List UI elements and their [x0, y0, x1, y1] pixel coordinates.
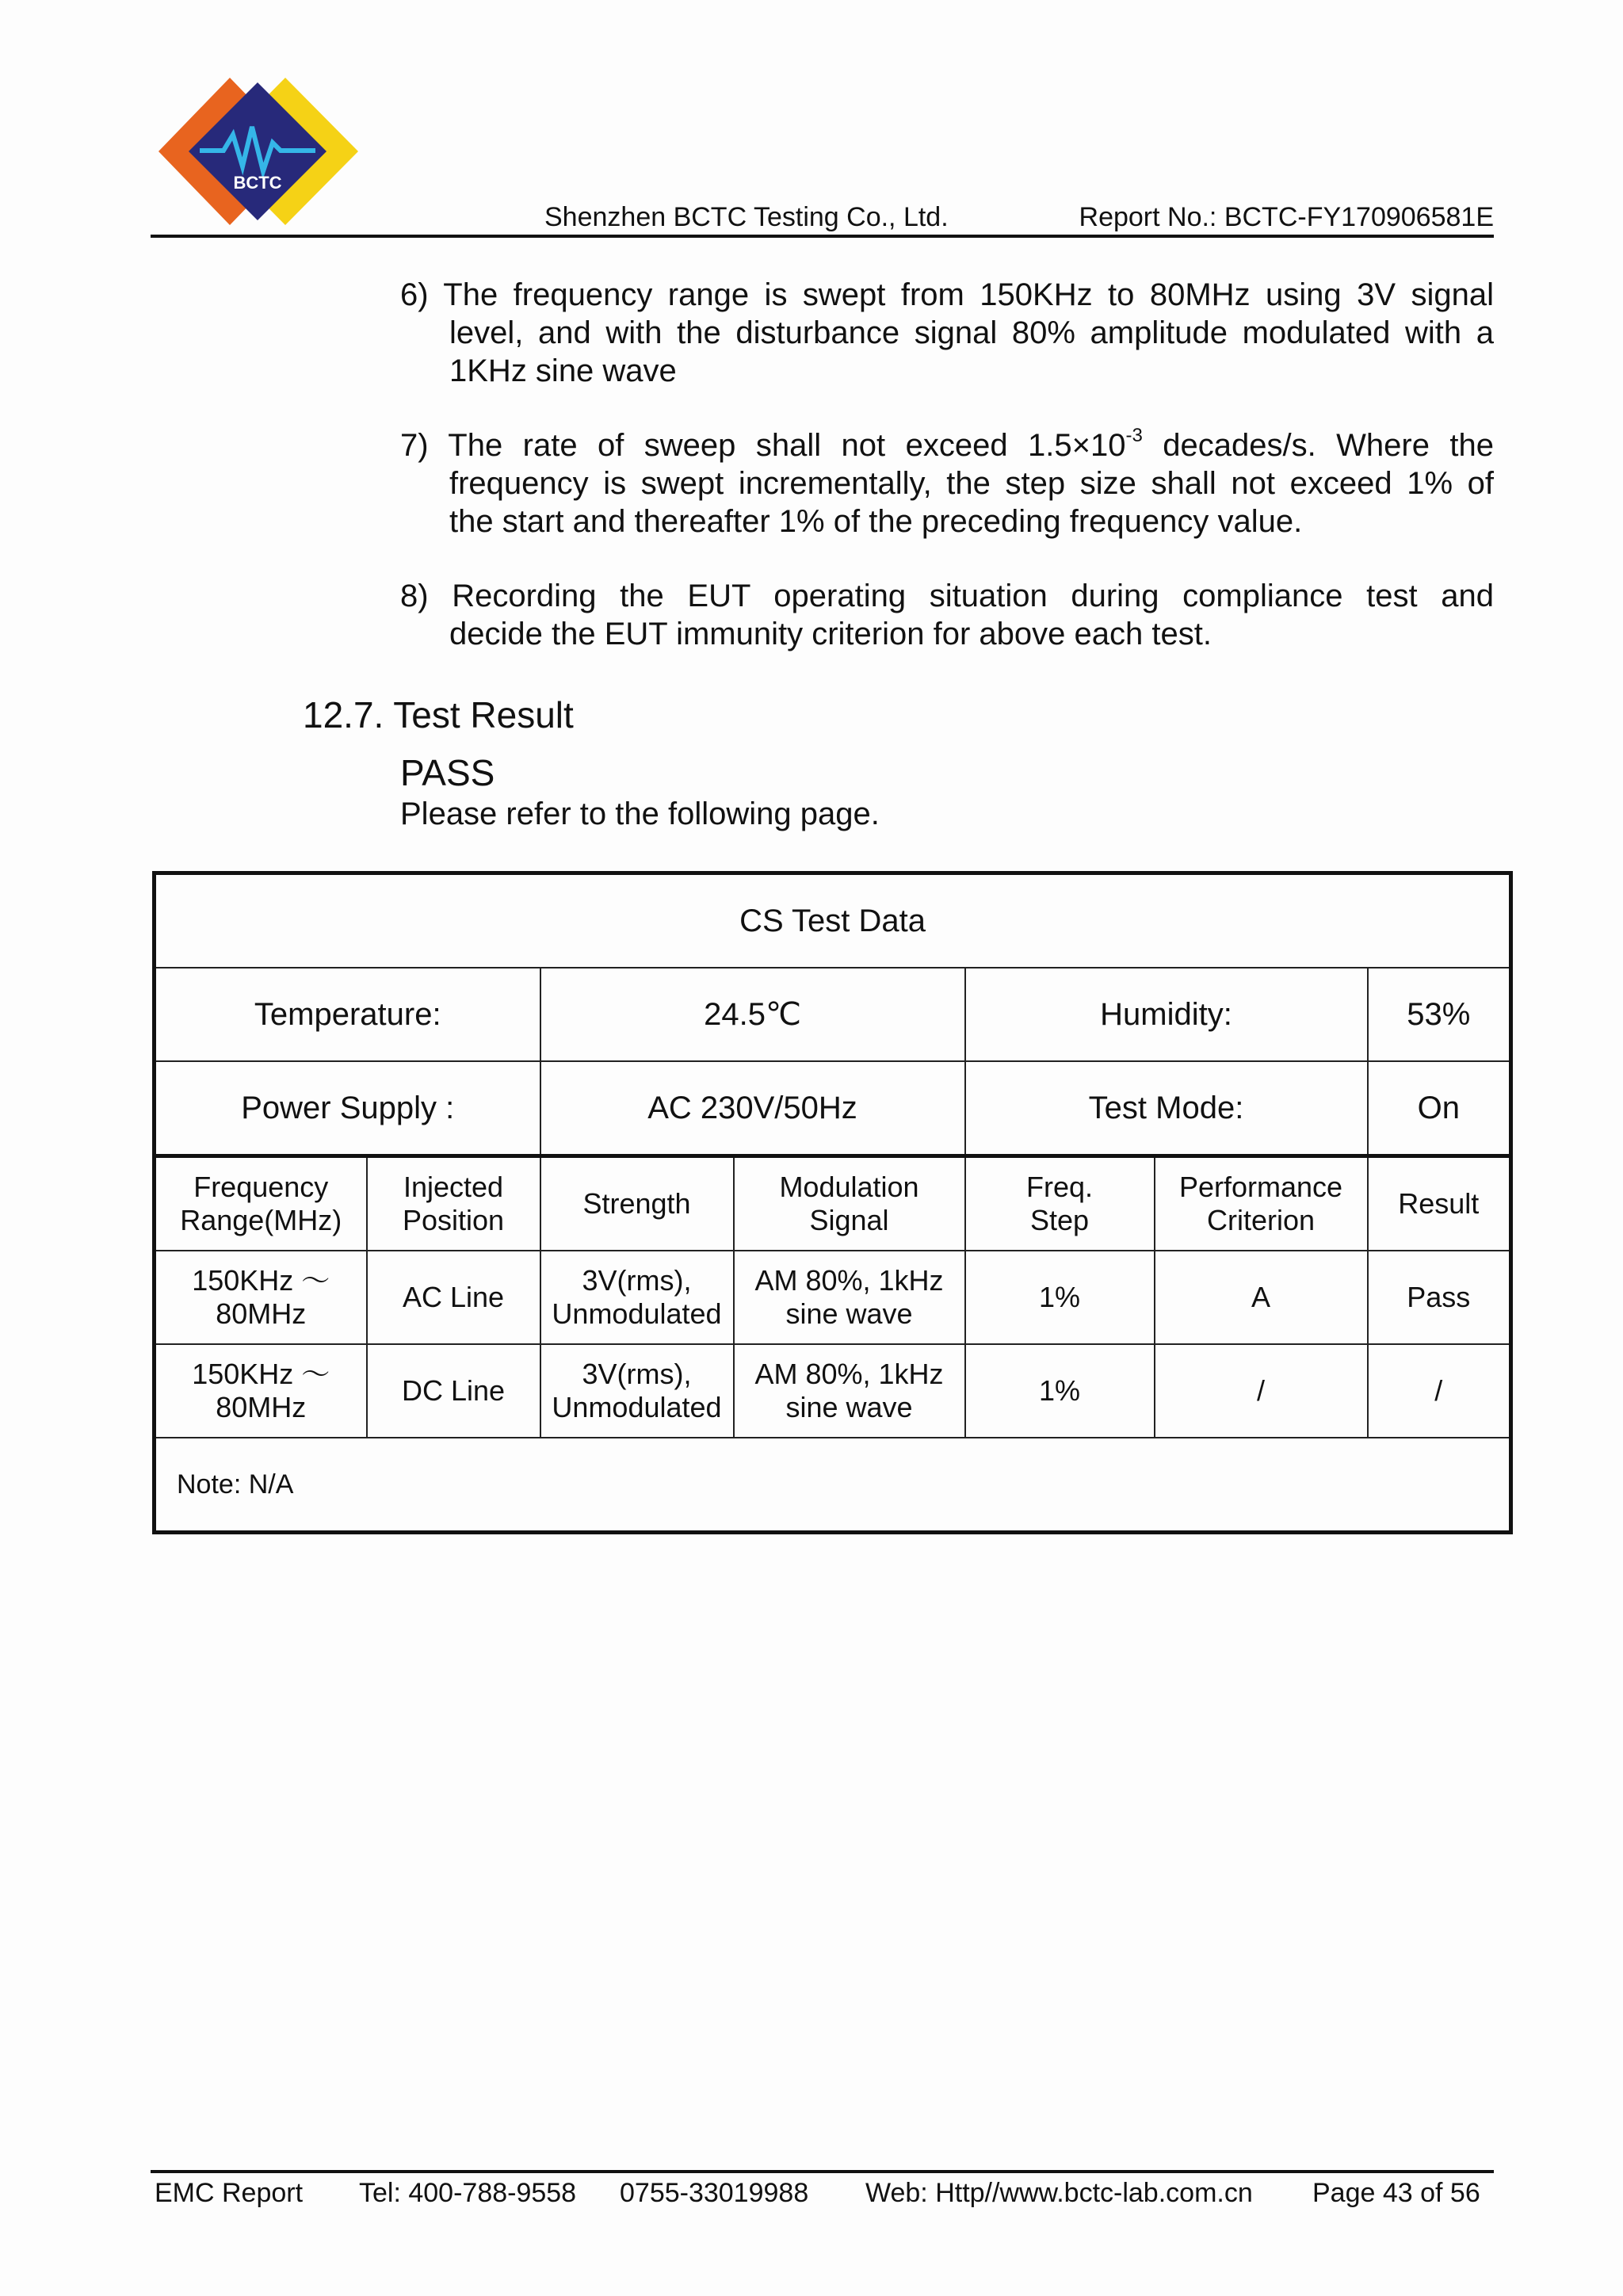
cs-test-data-table — [152, 871, 1513, 1534]
step-6 — [400, 276, 1494, 390]
cell-line: 80MHz — [216, 1391, 307, 1423]
step-7-line: the start and thereafter 1% of the preceding frequency value. — [449, 504, 1303, 539]
table-title-row — [155, 873, 1511, 968]
header-company: Shenzhen BCTC Testing Co., Ltd. — [544, 202, 949, 232]
cell-line: 150KHz ～ — [192, 1358, 330, 1390]
conditions-row — [155, 1061, 1511, 1156]
column-header-row — [155, 1156, 1511, 1251]
cell-line: sine wave — [785, 1297, 913, 1330]
step-cell: 1% — [965, 1344, 1155, 1438]
header-line: Strength — [582, 1187, 691, 1220]
column-header — [540, 1156, 734, 1251]
strength-cell — [540, 1344, 734, 1438]
humidity-label: Humidity: — [965, 968, 1368, 1061]
footer-tel: Tel: 400-788-9558 — [359, 2178, 577, 2208]
step-7-text: 7) The rate of sweep shall not exceed 1.5×10 — [400, 428, 1126, 463]
footer-divider — [151, 2170, 1494, 2173]
result-cell: Pass — [1368, 1251, 1511, 1344]
humidity-value: 53% — [1368, 968, 1511, 1061]
footer-page: Page 43 of 56 — [1312, 2178, 1480, 2208]
cell-line: Unmodulated — [552, 1391, 722, 1423]
step-cell: 1% — [965, 1251, 1155, 1344]
note-row — [155, 1438, 1511, 1533]
test-mode-label: Test Mode: — [965, 1061, 1368, 1156]
header-line: Modulation — [779, 1171, 919, 1203]
logo-text: BCTC — [233, 173, 282, 193]
modulation-cell — [734, 1251, 965, 1344]
header-line: Step — [1029, 1204, 1090, 1236]
cell-line: 3V(rms), — [582, 1264, 692, 1297]
cell-line: sine wave — [785, 1391, 913, 1423]
column-header — [1368, 1156, 1511, 1251]
column-header — [367, 1156, 540, 1251]
cell-line: AM 80%, 1kHz — [754, 1358, 944, 1390]
range-cell — [155, 1251, 367, 1344]
result-status: PASS — [400, 752, 495, 793]
bctc-logo — [151, 78, 365, 225]
power-supply-value: AC 230V/50Hz — [540, 1061, 965, 1156]
refer-text: Please refer to the following page. — [400, 797, 880, 831]
cell-line: 3V(rms), — [582, 1358, 692, 1390]
modulation-cell — [734, 1344, 965, 1438]
criterion-cell: / — [1155, 1344, 1368, 1438]
header-report-number: Report No.: BCTC-FY170906581E — [1079, 202, 1494, 232]
column-header — [155, 1156, 367, 1251]
step-8-line: decide the EUT immunity criterion for above each test. — [449, 617, 1212, 651]
step-8-line: 8) Recording the EUT operating situation during compliance test and — [400, 579, 1494, 613]
column-header — [965, 1156, 1155, 1251]
column-header — [734, 1156, 965, 1251]
table-title: CS Test Data — [155, 873, 1511, 968]
table-row — [155, 1344, 1511, 1438]
table-row — [155, 1251, 1511, 1344]
header-line: Position — [402, 1204, 505, 1236]
criterion-cell: A — [1155, 1251, 1368, 1344]
position-cell: AC Line — [367, 1251, 540, 1344]
table-note: Note: N/A — [155, 1438, 1511, 1533]
result-cell: / — [1368, 1344, 1511, 1438]
step-7 — [400, 426, 1494, 541]
footer-tel-2: 0755-33019988 — [620, 2178, 809, 2208]
header-line: Result — [1398, 1187, 1480, 1220]
step-7-line — [400, 426, 1494, 464]
step-6-line: 6) The frequency range is swept from 150KHz to 80MHz using 3V signal — [400, 277, 1494, 312]
step-6-line: 1KHz sine wave — [449, 353, 677, 388]
cell-line: 150KHz ～ — [192, 1264, 330, 1297]
strength-cell — [540, 1251, 734, 1344]
test-mode-value: On — [1368, 1061, 1511, 1156]
conditions-row — [155, 968, 1511, 1061]
header-line: Performance — [1178, 1171, 1343, 1203]
range-cell — [155, 1344, 367, 1438]
header-line: Range(MHz) — [180, 1204, 342, 1236]
position-cell: DC Line — [367, 1344, 540, 1438]
column-header — [1155, 1156, 1368, 1251]
temperature-label: Temperature: — [155, 968, 540, 1061]
step-6-line: level, and with the disturbance signal 80% amplitude modulated with a — [449, 315, 1494, 350]
cell-line: 80MHz — [216, 1297, 307, 1330]
header-divider — [151, 235, 1494, 238]
step-7-line: frequency is swept incrementally, the step size shall not exceed 1% of — [449, 466, 1494, 501]
header-line: Criterion — [1206, 1204, 1316, 1236]
step-7-text: decades/s. Where the — [1142, 428, 1494, 463]
header-line: Injected — [403, 1171, 504, 1203]
cell-line: Unmodulated — [552, 1297, 722, 1330]
header-line: Signal — [809, 1204, 889, 1236]
footer-web: Web: Http//www.bctc-lab.com.cn — [865, 2178, 1253, 2208]
header-line: Freq. — [1025, 1171, 1094, 1203]
cell-line: AM 80%, 1kHz — [754, 1264, 944, 1297]
footer-label: EMC Report — [155, 2178, 304, 2208]
power-supply-label: Power Supply : — [155, 1061, 540, 1156]
section-title: 12.7. Test Result — [303, 694, 574, 735]
temperature-value: 24.5℃ — [540, 968, 965, 1061]
step-8 — [400, 577, 1494, 653]
step-7-exponent: -3 — [1125, 425, 1143, 446]
header-line: Frequency — [193, 1171, 329, 1203]
